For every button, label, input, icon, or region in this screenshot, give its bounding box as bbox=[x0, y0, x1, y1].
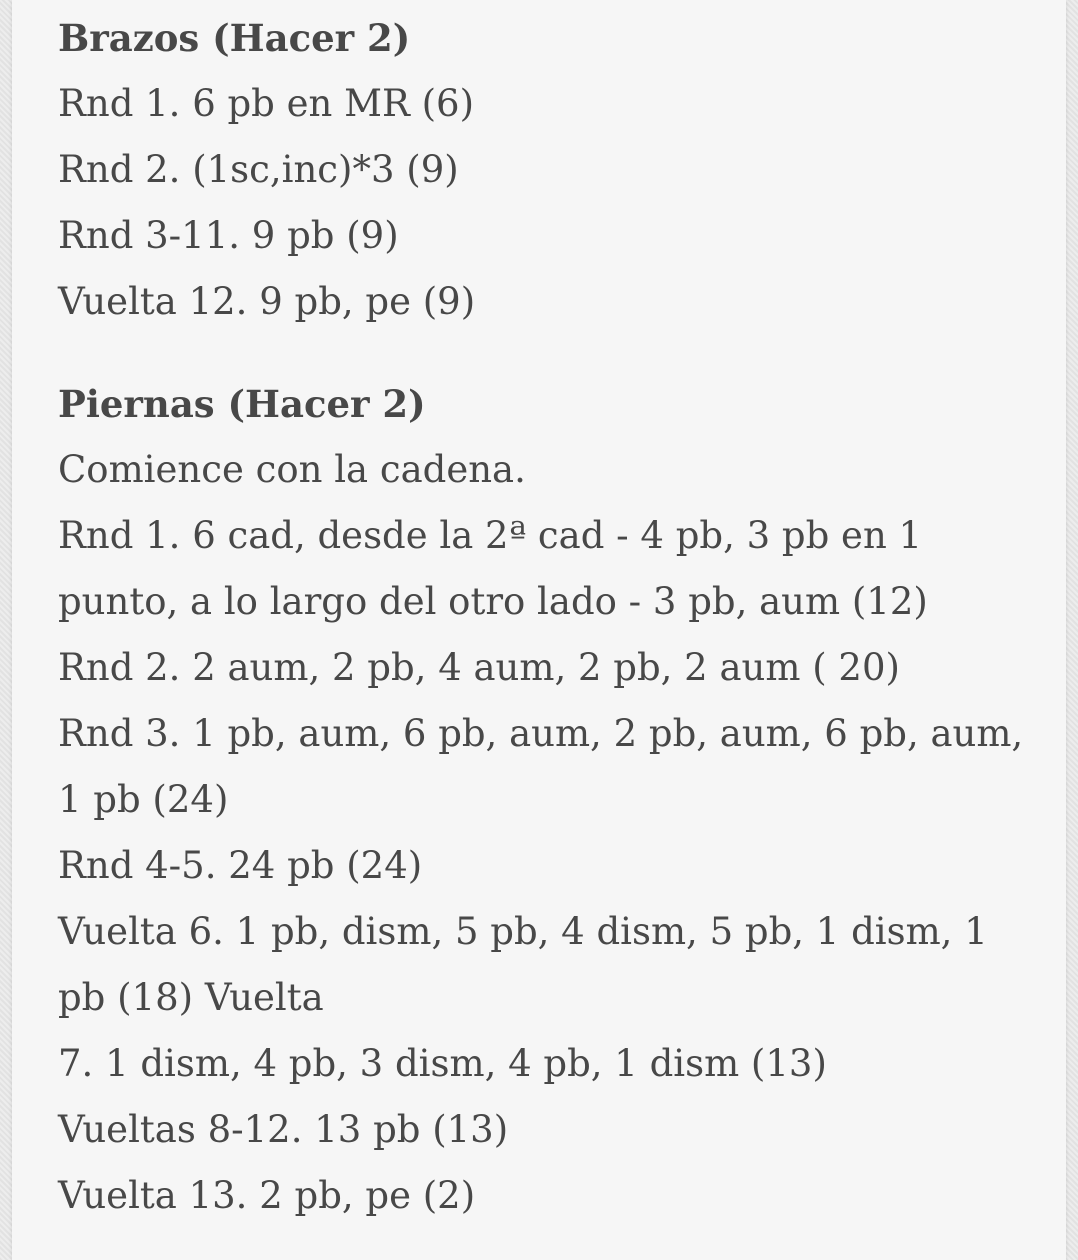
article-card bbox=[12, 0, 1066, 1260]
pattern-row: 7. 1 dism, 4 pb, 3 dism, 4 pb, 1 dism (13) bbox=[58, 1042, 827, 1085]
section-title: Brazos (Hacer 2) bbox=[58, 16, 411, 60]
pattern-row: Vuelta 13. 2 pb, pe (2) bbox=[58, 1174, 476, 1217]
pattern-row: Rnd 1. 6 pb en MR (6) bbox=[58, 82, 475, 125]
page-border-right bbox=[1066, 0, 1078, 1260]
section-piernas bbox=[58, 371, 1028, 1229]
pattern-row: Vuelta 6. 1 pb, dism, 5 pb, 4 dism, 5 pb, 1 dism, 1 pb (18) Vuelta bbox=[58, 910, 988, 1019]
pattern-row: Vuelta 12. 9 pb, pe (9) bbox=[58, 280, 476, 323]
pattern-row: Rnd 2. 2 aum, 2 pb, 4 aum, 2 pb, 2 aum ( 20) bbox=[58, 646, 900, 689]
pattern-content bbox=[58, 0, 1028, 1229]
pattern-row: Rnd 1. 6 cad, desde la 2ª cad - 4 pb, 3 pb en 1 punto, a lo largo del otro lado - 3 pb, aum (12) bbox=[58, 514, 928, 623]
section-title: Piernas (Hacer 2) bbox=[58, 382, 426, 426]
pattern-row: Rnd 4-5. 24 pb (24) bbox=[58, 844, 423, 887]
section-brazos bbox=[58, 5, 1028, 335]
pattern-row: Rnd 2. (1sc,inc)*3 (9) bbox=[58, 148, 459, 191]
page-border-left bbox=[0, 0, 12, 1260]
pattern-row: Vueltas 8-12. 13 pb (13) bbox=[58, 1108, 509, 1151]
pattern-row: Rnd 3-11. 9 pb (9) bbox=[58, 214, 399, 257]
pattern-row: Rnd 3. 1 pb, aum, 6 pb, aum, 2 pb, aum, 6 pb, aum, 1 pb (24) bbox=[58, 712, 1024, 821]
pattern-row: Comience con la cadena. bbox=[58, 448, 526, 491]
